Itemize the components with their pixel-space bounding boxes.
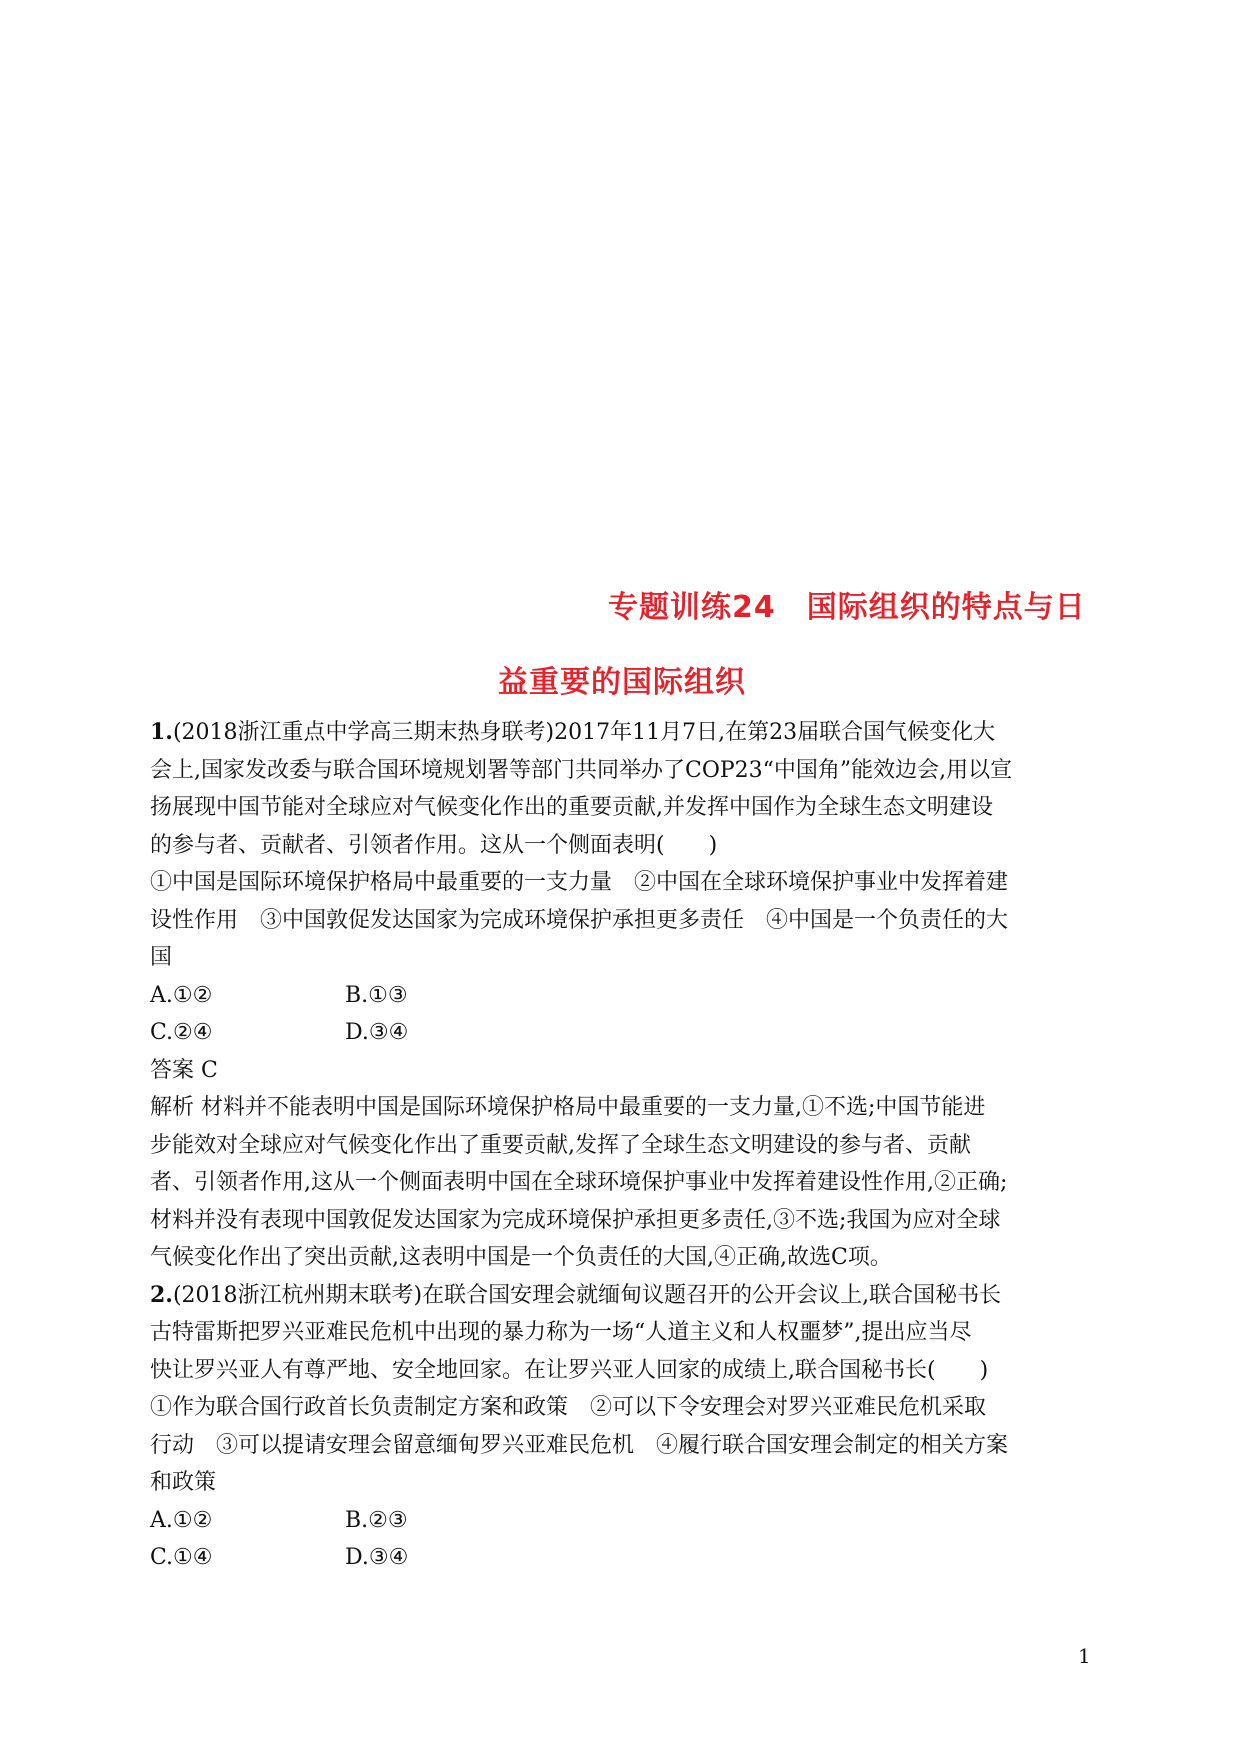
option-b: B.①③ — [345, 982, 408, 1008]
option-d: D.③④ — [345, 1020, 409, 1045]
question-stem-line: 2.(2018浙江杭州期末联考)在联合国安理会就缅甸议题召开的公开会议上,联合国秘书长 — [150, 1281, 1002, 1308]
question-2 — [150, 1277, 1110, 1577]
answer: 答案 C — [150, 1057, 218, 1083]
analysis-line: 气候变化作出了突出贡献,这表明中国是一个负责任的大国,④正确,故选C项。 — [150, 1245, 892, 1270]
analysis-line: 解析 材料并不能表明中国是国际环境保护格局中最重要的一支力量,①不选;中国节能进 — [150, 1095, 986, 1120]
question-stem-line: 古特雷斯把罗兴亚难民危机中出现的暴力称为一场“人道主义和人权噩梦”,提出应当尽 — [150, 1320, 972, 1345]
option-b: B.②③ — [345, 1507, 408, 1533]
analysis-line: 者、引领者作用,这从一个侧面表明中国在全球环境保护事业中发挥着建设性作用,②正确; — [150, 1170, 1008, 1195]
option-a: A.①② — [150, 1507, 213, 1533]
statement-line: 和政策 — [150, 1470, 217, 1495]
option-a: A.①② — [150, 982, 213, 1008]
document-body — [150, 714, 1110, 1577]
question-stem-line: 1.(2018浙江重点中学高三期末热身联考)2017年11月7日,在第23届联合国气候变化大 — [150, 719, 996, 745]
options-row — [150, 977, 1110, 1015]
options-row — [150, 1539, 1110, 1577]
question-number: 1. — [150, 719, 173, 745]
statement-line: ①作为联合国行政首长负责制定方案和政策 ②可以下令安理会对罗兴亚难民危机采取 — [150, 1395, 987, 1420]
option-d: D.③④ — [345, 1545, 409, 1570]
question-stem-line: 的参与者、贡献者、引领者作用。这从一个侧面表明( ) — [150, 832, 718, 858]
question-stem-line: 会上,国家发改委与联合国环境规划署等部门共同举办了COP23“中国角”能效边会,用以宣 — [150, 757, 1013, 783]
statement-line: ①中国是国际环境保护格局中最重要的一支力量 ②中国在全球环境保护事业中发挥着建 — [150, 870, 1009, 895]
page-number: 1 — [1078, 1644, 1091, 1668]
question-stem-line: 快让罗兴亚人有尊严地、安全地回家。在让罗兴亚人回家的成绩上,联合国秘书长( ) — [150, 1357, 989, 1383]
statement-line: 设性作用 ③中国敦促发达国家为完成环境保护承担更多责任 ④中国是一个负责任的大 — [150, 907, 1009, 933]
option-c: C.②④ — [150, 1020, 213, 1045]
document-title-line-1: 专题训练24 国际组织的特点与日 — [608, 590, 1086, 625]
options-row — [150, 1014, 1110, 1052]
statement-line: 行动 ③可以提请安理会留意缅甸罗兴亚难民危机 ④履行联合国安理会制定的相关方案 — [150, 1432, 1009, 1458]
question-number: 2. — [150, 1281, 173, 1308]
document-title-line-2: 益重要的国际组织 — [498, 665, 746, 700]
statement-line: 国 — [150, 945, 173, 970]
analysis-line: 步能效对全球应对气候变化作出了重要贡献,发挥了全球生态文明建设的参与者、贡献 — [150, 1132, 971, 1158]
question-stem-line: 扬展现中国节能对全球应对气候变化作出的重要贡献,并发挥中国作为全球生态文明建设 — [150, 795, 993, 820]
question-1 — [150, 714, 1110, 1277]
analysis-line: 材料并没有表现中国敦促发达国家为完成环境保护承担更多责任,③不选;我国为应对全球 — [150, 1207, 1001, 1233]
option-c: C.①④ — [150, 1545, 213, 1570]
options-row — [150, 1502, 1110, 1540]
